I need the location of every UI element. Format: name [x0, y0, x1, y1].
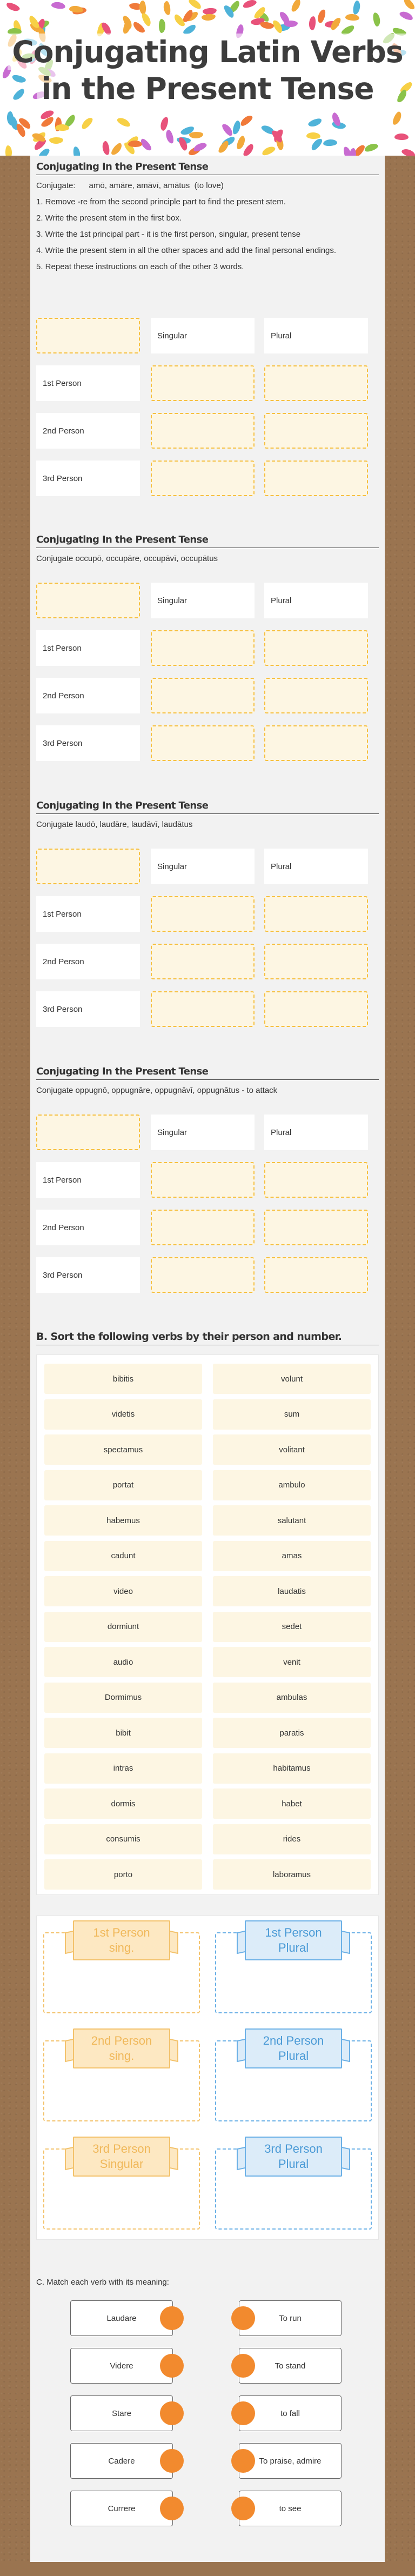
- draggable-verb[interactable]: dormiunt: [44, 1612, 202, 1642]
- match-connector-dot[interactable]: [231, 2354, 255, 2378]
- match-connector-dot[interactable]: [160, 2449, 184, 2473]
- petal-shape: [364, 142, 379, 153]
- section-prompt: Conjugate: amō, amāre, amāvī, amātus (to love): [36, 181, 224, 190]
- singular-answer-input[interactable]: [151, 896, 255, 932]
- plural-answer-input[interactable]: [264, 991, 368, 1027]
- bin-label-line1: 1st Person: [265, 1926, 322, 1939]
- section-heading: Conjugating In the Present Tense: [36, 800, 379, 814]
- draggable-verb[interactable]: ambulas: [213, 1683, 371, 1713]
- draggable-verb[interactable]: spectamus: [44, 1434, 202, 1465]
- draggable-verb[interactable]: volitant: [213, 1434, 371, 1465]
- section-heading: Conjugating In the Present Tense: [36, 534, 379, 548]
- step-2: 2. Write the present stem in the first box.: [36, 213, 182, 223]
- bin-label-ribbon: [245, 2028, 342, 2068]
- present-stem-input[interactable]: [36, 583, 140, 618]
- plural-answer-input[interactable]: [264, 944, 368, 979]
- petal-shape: [202, 14, 216, 21]
- match-connector-dot[interactable]: [231, 2449, 255, 2473]
- petal-shape: [394, 133, 409, 139]
- petal-shape: [399, 10, 414, 22]
- bin-label-line1: 2nd Person: [263, 2034, 324, 2047]
- petal-shape: [259, 21, 275, 30]
- plural-answer-input[interactable]: [264, 413, 368, 449]
- petal-shape: [5, 145, 12, 156]
- petal-shape: [5, 1, 21, 12]
- singular-answer-input[interactable]: [151, 1257, 255, 1293]
- petal-shape: [159, 19, 165, 33]
- singular-header: Singular: [151, 849, 255, 884]
- draggable-verb[interactable]: volunt: [213, 1364, 371, 1394]
- match-meaning[interactable]: to fall: [239, 2395, 342, 2431]
- match-verb[interactable]: Cadere: [70, 2443, 173, 2479]
- singular-header: Singular: [151, 318, 255, 353]
- petal-shape: [306, 132, 320, 139]
- plural-header: Plural: [264, 1115, 368, 1150]
- bin-label-line2: Plural: [278, 2049, 309, 2063]
- singular-header: Singular: [151, 583, 255, 618]
- match-connector-dot[interactable]: [160, 2306, 184, 2330]
- match-verb[interactable]: Laudare: [70, 2300, 173, 2336]
- present-stem-input[interactable]: [36, 318, 140, 353]
- draggable-verb[interactable]: bibit: [44, 1718, 202, 1748]
- petal-shape: [372, 12, 381, 27]
- person-label: 2nd Person: [36, 944, 140, 979]
- petal-shape: [110, 142, 124, 156]
- petal-shape: [139, 0, 146, 15]
- match-connector-dot[interactable]: [160, 2401, 184, 2425]
- plural-answer-input[interactable]: [264, 1257, 368, 1293]
- bin-label-ribbon: [73, 2028, 170, 2068]
- bin-label-ribbon: [245, 1920, 342, 1960]
- match-verb[interactable]: Currere: [70, 2491, 173, 2526]
- draggable-verb[interactable]: laboramus: [213, 1859, 371, 1890]
- conj-grid-1: [36, 318, 379, 483]
- match-connector-dot[interactable]: [160, 2354, 184, 2378]
- draggable-verb[interactable]: intras: [44, 1753, 202, 1784]
- match-verb[interactable]: Stare: [70, 2395, 173, 2431]
- petal-shape: [192, 141, 208, 153]
- match-verb[interactable]: Videre: [70, 2348, 173, 2384]
- singular-answer-input[interactable]: [151, 725, 255, 761]
- petal-shape: [242, 143, 256, 156]
- petal-shape: [73, 146, 81, 156]
- plural-header: Plural: [264, 583, 368, 618]
- draggable-verb[interactable]: salutant: [213, 1505, 371, 1536]
- bin-label-line1: 1st Person: [93, 1926, 150, 1939]
- petal-shape: [163, 1, 172, 15]
- draggable-verb[interactable]: habemus: [44, 1505, 202, 1536]
- conj-grid-3: [36, 849, 379, 1014]
- sort-word-bank: [36, 1354, 379, 1895]
- person-label: 1st Person: [36, 896, 140, 932]
- draggable-verb[interactable]: paratis: [213, 1718, 371, 1748]
- page-title-line1: Conjugating Latin Verbs: [8, 34, 407, 70]
- match-meaning[interactable]: To praise, admire: [239, 2443, 342, 2479]
- conj-section-1: [36, 161, 379, 278]
- petal-shape: [189, 132, 203, 139]
- bin-label-line2: sing.: [109, 1941, 135, 1954]
- petal-shape: [51, 2, 65, 10]
- plural-header: Plural: [264, 849, 368, 884]
- singular-answer-input[interactable]: [151, 944, 255, 979]
- person-label: 1st Person: [36, 1162, 140, 1198]
- petal-shape: [239, 114, 254, 128]
- bin-label-ribbon: [73, 2137, 170, 2177]
- section-heading: Conjugating In the Present Tense: [36, 161, 379, 175]
- person-label: 1st Person: [36, 365, 140, 401]
- singular-header: Singular: [151, 1115, 255, 1150]
- petal-shape: [159, 116, 170, 131]
- step-3: 3. Write the 1st principal part - it is the first person, singular, present tense: [36, 230, 301, 239]
- petal-shape: [231, 120, 242, 135]
- section-prompt: Conjugate oppugnō, oppugnāre, oppugnāvī, oppugnātus - to attack: [36, 1086, 278, 1095]
- bin-label-line1: 2nd Person: [91, 2034, 152, 2047]
- petal-shape: [391, 111, 403, 126]
- bin-label-line1: 3rd Person: [264, 2142, 323, 2155]
- plural-answer-input[interactable]: [264, 630, 368, 666]
- header-banner: [0, 0, 415, 156]
- bin-label-line2: Plural: [278, 1941, 309, 1954]
- draggable-verb[interactable]: portat: [44, 1470, 202, 1500]
- person-label: 2nd Person: [36, 413, 140, 449]
- match-meaning[interactable]: To run: [239, 2300, 342, 2336]
- draggable-verb[interactable]: porto: [44, 1859, 202, 1890]
- draggable-verb[interactable]: laudatis: [213, 1576, 371, 1606]
- petal-shape: [79, 116, 94, 131]
- singular-answer-input[interactable]: [151, 1210, 255, 1245]
- petal-shape: [165, 129, 175, 144]
- bin-label-line1: 3rd Person: [92, 2142, 151, 2155]
- draggable-verb[interactable]: cadunt: [44, 1541, 202, 1571]
- petal-shape: [128, 141, 142, 147]
- petal-shape: [352, 0, 361, 15]
- plural-answer-input[interactable]: [264, 461, 368, 496]
- draggable-verb[interactable]: sum: [213, 1399, 371, 1430]
- section-prompt: Conjugate laudō, laudāre, laudāvī, laudātus: [36, 820, 193, 829]
- singular-answer-input[interactable]: [151, 991, 255, 1027]
- conj-section-2: [36, 534, 379, 570]
- match-connector-dot[interactable]: [231, 2306, 255, 2330]
- petal-shape: [140, 11, 152, 27]
- match-connector-dot[interactable]: [231, 2401, 255, 2425]
- plural-answer-input[interactable]: [264, 725, 368, 761]
- draggable-verb[interactable]: audio: [44, 1647, 202, 1677]
- plural-answer-input[interactable]: [264, 678, 368, 713]
- page-title-line2: in the Present Tense: [37, 70, 378, 107]
- singular-answer-input[interactable]: [151, 630, 255, 666]
- petal-shape: [236, 135, 247, 150]
- petal-shape: [242, 0, 258, 9]
- draggable-verb[interactable]: habitamus: [213, 1753, 371, 1784]
- person-label: 3rd Person: [36, 991, 140, 1027]
- worksheet-panel: [30, 156, 385, 2576]
- draggable-verb[interactable]: Dormimus: [44, 1683, 202, 1713]
- draggable-verb[interactable]: habet: [213, 1788, 371, 1819]
- section-heading: Conjugating In the Present Tense: [36, 1066, 379, 1080]
- person-label: 1st Person: [36, 630, 140, 666]
- draggable-verb[interactable]: rides: [213, 1824, 371, 1854]
- singular-answer-input[interactable]: [151, 678, 255, 713]
- bin-label-ribbon: [245, 2137, 342, 2177]
- petal-shape: [316, 8, 326, 23]
- draggable-verb[interactable]: sedet: [213, 1612, 371, 1642]
- petal-shape: [307, 117, 323, 128]
- draggable-verb[interactable]: videtis: [44, 1399, 202, 1430]
- present-stem-input[interactable]: [36, 849, 140, 884]
- petal-shape: [345, 14, 360, 22]
- petal-shape: [400, 148, 415, 156]
- bin-label-line2: Singular: [99, 2157, 144, 2171]
- plural-answer-input[interactable]: [264, 365, 368, 401]
- person-label: 2nd Person: [36, 1210, 140, 1245]
- step-4: 4. Write the present stem in all the other spaces and add the final personal endings.: [36, 246, 337, 255]
- section-b-heading: B. Sort the following verbs by their person and number.: [36, 1331, 379, 1345]
- petal-shape: [102, 141, 110, 156]
- plural-answer-input[interactable]: [264, 1162, 368, 1198]
- petal-shape: [323, 139, 338, 146]
- singular-answer-input[interactable]: [151, 461, 255, 496]
- bin-label-line2: sing.: [109, 2049, 135, 2063]
- petal-shape: [310, 137, 324, 151]
- petal-shape: [284, 20, 298, 26]
- match-connector-dot[interactable]: [160, 2497, 184, 2520]
- conj-section-3: [36, 800, 379, 836]
- present-stem-input[interactable]: [36, 1115, 140, 1150]
- draggable-verb[interactable]: amas: [213, 1541, 371, 1571]
- match-connector-dot[interactable]: [231, 2497, 255, 2520]
- petal-shape: [261, 145, 277, 156]
- person-label: 2nd Person: [36, 678, 140, 713]
- draggable-verb[interactable]: video: [44, 1576, 202, 1606]
- draggable-verb[interactable]: venit: [213, 1647, 371, 1677]
- conj-section-4: [36, 1066, 379, 1102]
- singular-answer-input[interactable]: [151, 413, 255, 449]
- plural-answer-input[interactable]: [264, 896, 368, 932]
- plural-answer-input[interactable]: [264, 1210, 368, 1245]
- section-c-heading: C. Match each verb with its meaning:: [36, 2278, 169, 2287]
- step-5: 5. Repeat these instructions on each of the other 3 words.: [36, 262, 244, 271]
- draggable-verb[interactable]: dormis: [44, 1788, 202, 1819]
- petal-shape: [55, 124, 69, 131]
- page-title: [0, 34, 415, 107]
- singular-answer-input[interactable]: [151, 1162, 255, 1198]
- step-1: 1. Remove -re from the second principle part to find the present stem.: [36, 197, 286, 206]
- petal-shape: [290, 0, 302, 13]
- conj-grid-2: [36, 583, 379, 748]
- draggable-verb[interactable]: bibitis: [44, 1364, 202, 1394]
- petal-shape: [69, 5, 84, 13]
- person-label: 3rd Person: [36, 461, 140, 496]
- person-label: 3rd Person: [36, 725, 140, 761]
- singular-answer-input[interactable]: [151, 365, 255, 401]
- conj-grid-4: [36, 1115, 379, 1280]
- section-prompt: Conjugate occupō, occupāre, occupāvī, occupātus: [36, 554, 218, 563]
- draggable-verb[interactable]: ambulo: [213, 1470, 371, 1500]
- draggable-verb[interactable]: consumis: [44, 1824, 202, 1854]
- plural-header: Plural: [264, 318, 368, 353]
- petal-shape: [49, 137, 63, 143]
- person-label: 3rd Person: [36, 1257, 140, 1293]
- petal-shape: [402, 0, 415, 11]
- footer-bar: [0, 2562, 415, 2576]
- petal-shape: [309, 16, 316, 31]
- bin-label-ribbon: [73, 1920, 170, 1960]
- sort-bins: [36, 1916, 379, 2240]
- bin-label-line2: Plural: [278, 2157, 309, 2171]
- match-meaning[interactable]: To stand: [239, 2348, 342, 2384]
- petal-shape: [188, 0, 203, 10]
- match-meaning[interactable]: to see: [239, 2491, 342, 2526]
- petal-shape: [116, 116, 132, 128]
